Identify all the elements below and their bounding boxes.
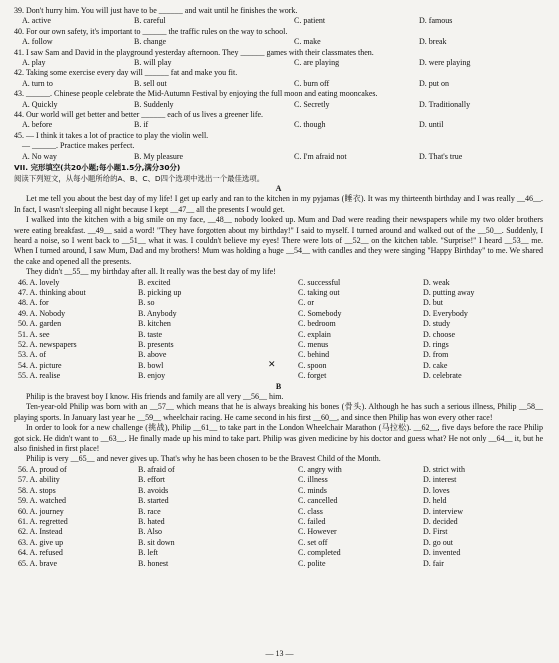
option-c[interactable]: C. burn off (294, 78, 330, 88)
option-c[interactable]: C. or (298, 298, 314, 308)
option-d[interactable]: D. celebrate (423, 371, 462, 381)
option-a[interactable]: 49. A. Nobody (18, 308, 66, 318)
option-row (18, 371, 543, 381)
option-a[interactable]: 63. A. give up (18, 537, 64, 547)
passage-a-paragraph: They didn't __55__ my birthday after all. It really was the best day of my life! (26, 267, 276, 277)
option-a[interactable]: 60. A. journey (18, 506, 64, 516)
passage-a-paragraph: I walked into the kitchen with a big smile on my face, __48__ nobody looked up. Mum and Dad were reading their newspapers while my two older brothers were eating breakfast. __49__ said a word! "They have forgotten about my birthday!" I said to myself. I turned around and walked out of the __50__. Suddenly, I heard a noise, so I went back to __51__ what it was. I couldn't believe my eyes! There were lots of __52__ on the kitchen table. "Surprise!" I heard __53__ me. When I turned around, I saw Mum, Dad and my brothers! Mum was holding a huge __54__ with candles and they were singing "Happy Birthday" to me. We shared the cake and opened all the presents. (14, 215, 543, 266)
option-row (14, 100, 543, 110)
option-c[interactable]: C. I'm afraid not (294, 151, 347, 161)
option-b[interactable]: B. enjoy (138, 371, 166, 381)
option-d[interactable]: D. cake (423, 360, 448, 370)
option-row (18, 350, 543, 360)
option-a[interactable]: A. before (22, 120, 53, 130)
option-b[interactable]: B. Also (138, 527, 163, 537)
option-a[interactable]: 48. A. for (18, 298, 49, 308)
option-a[interactable]: A. follow (22, 37, 53, 47)
option-row (18, 517, 543, 527)
option-d[interactable]: D. rings (423, 340, 449, 349)
option-d[interactable]: D. but (423, 298, 443, 308)
option-c[interactable]: C. make (294, 37, 321, 47)
option-b[interactable]: B. bowl (138, 360, 164, 370)
option-c[interactable]: C. completed (298, 548, 341, 558)
option-row (18, 527, 543, 537)
option-b[interactable]: B. will play (134, 58, 172, 68)
question-stem: 42. Taking some exercise every day will ______ fat and make you fit. (14, 68, 238, 78)
option-c[interactable]: C. failed (298, 516, 326, 526)
option-c[interactable]: C. are playing (294, 58, 340, 68)
option-d[interactable]: D. were playing (419, 58, 471, 68)
option-d[interactable]: D. First (423, 527, 448, 537)
option-d[interactable]: D. held (423, 496, 447, 506)
single-choice-section (14, 6, 543, 162)
option-c[interactable]: C. cancelled (298, 496, 338, 506)
option-row (18, 538, 543, 548)
option-row (14, 120, 543, 130)
option-b[interactable]: B. Suddenly (134, 99, 174, 109)
option-row (14, 79, 543, 89)
option-c[interactable]: C. However (298, 527, 337, 537)
option-row (18, 309, 543, 319)
passage-b-label: B (275, 381, 282, 391)
option-a[interactable]: A. Quickly (22, 99, 58, 109)
option-b[interactable]: B. excited (138, 277, 171, 287)
option-b[interactable]: B. avoids (138, 485, 169, 495)
option-c[interactable]: C. Secretly (294, 99, 330, 109)
passage-b-paragraph: Philip is the bravest boy I know. His friends and family are all very __56__ him. (26, 392, 284, 402)
option-a[interactable]: 50. A. garden (18, 319, 62, 329)
option-d[interactable]: D. from (423, 350, 449, 360)
option-b[interactable]: B. effort (138, 475, 165, 485)
option-a[interactable]: 56. A. proud of (18, 464, 67, 474)
section-title: VII. 完形填空(共20小题;每小题1.5分,满分30分) (14, 163, 181, 173)
option-a[interactable]: 59. A. watched (18, 496, 66, 506)
passage-a-paragraph: Let me tell you about the best day of my life! I get up early and ran to the kitchen in my pyjamas (睡衣). It was my thirteenth birthday and I was really __46__. In fact, I wasn't sleeping all night because I kept __47__ all the presents I would get. (14, 194, 543, 214)
option-d[interactable]: D. Traditionally (419, 99, 471, 109)
option-row (18, 340, 543, 350)
option-row (18, 548, 543, 558)
passage-a-label: A (275, 183, 282, 193)
option-d[interactable]: D. weak (423, 277, 450, 287)
question-stem: 45. — I think it takes a lot of practice to play the violin well. (14, 130, 209, 140)
option-row (14, 16, 543, 26)
option-b[interactable]: B. left (138, 548, 158, 558)
option-row (18, 507, 543, 517)
option-c[interactable]: C. menus (298, 340, 329, 349)
option-c[interactable]: C. successful (298, 277, 341, 287)
option-a[interactable]: A. play (22, 58, 46, 68)
option-b[interactable]: B. presents (138, 340, 174, 349)
passage-a-options (14, 278, 543, 382)
option-row (18, 288, 543, 298)
option-a[interactable]: 58. A. stops (18, 485, 56, 495)
option-c[interactable]: C. behind (298, 350, 330, 360)
option-d[interactable]: D. fair (423, 558, 444, 568)
passage-b-paragraph: In order to look for a new challenge (挑战), Philip __61__ to take part in the London Wheelchair Marathon (马拉松). __62__, five days before the race Philip got sick. He didn't want to __63__. He finally made up his mind to take part. Philip was given medicine by his doctor and guess what? He not only __64__ it, but he also finished in first place! (14, 423, 543, 454)
option-d[interactable]: D. putting away (423, 287, 475, 297)
option-b[interactable]: B. change (134, 37, 166, 47)
question-stem: 44. Our world will get better and better ______ each of us lives a greener life. (14, 110, 264, 120)
option-b[interactable]: B. picking up (138, 287, 182, 297)
option-b[interactable]: B. race (138, 506, 161, 516)
option-row (18, 496, 543, 506)
question-stem: 40. For our own safety, it's important to ______ the traffic rules on the way to school. (14, 26, 288, 36)
option-d[interactable]: D. strict with (423, 464, 465, 474)
option-b[interactable]: B. taste (138, 329, 162, 339)
option-d[interactable]: D. That's true (419, 151, 463, 161)
option-c[interactable]: C. bedroom (298, 319, 336, 329)
question-stem: 39. Don't hurry him. You will just have to be ______ and wait until he finishes the work. (14, 6, 298, 15)
option-b[interactable]: B. above (138, 350, 167, 360)
option-a[interactable]: A. turn to (22, 78, 53, 88)
option-a[interactable]: 52. A. newspapers (18, 340, 77, 349)
option-a[interactable]: 46. A. lovely (18, 277, 60, 287)
option-row (14, 152, 543, 162)
option-a[interactable]: 64. A. refused (18, 548, 63, 558)
option-c[interactable]: C. forget (298, 371, 327, 381)
option-a[interactable]: 47. A. thinking about (18, 287, 86, 297)
option-d[interactable]: D. choose (423, 329, 455, 339)
option-c[interactable]: C. minds (298, 485, 327, 495)
option-row (14, 37, 543, 47)
option-b[interactable]: B. so (138, 298, 155, 308)
passage-b-paragraph: Philip is very __65__ and never gives up. That's why he has been chosen to be the Bravest Child of the Month. (26, 454, 381, 464)
option-row (18, 486, 543, 496)
option-b[interactable]: B. My pleasure (134, 151, 184, 161)
option-a[interactable]: 53. A. of (18, 350, 46, 360)
option-c[interactable]: C. spoon (298, 360, 327, 370)
question-stem: 43. ______. Chinese people celebrate the Mid-Autumn Festival by enjoying the full moon and eating mooncakes. (14, 89, 378, 99)
option-row (14, 58, 543, 68)
option-d[interactable]: D. Everybody (423, 308, 468, 318)
option-b[interactable]: B. hated (138, 516, 165, 526)
question-stem: 41. I saw Sam and David in the playground yesterday afternoon. They ______ games with their classmates then. (14, 47, 374, 57)
option-d[interactable]: D. loves (423, 485, 450, 495)
option-d[interactable]: D. put on (419, 78, 449, 88)
option-d[interactable]: D. invented (423, 548, 461, 558)
option-c[interactable]: C. though (294, 120, 326, 130)
option-a[interactable]: 65. A. brave (18, 558, 58, 568)
option-b[interactable]: B. started (138, 496, 169, 506)
option-a[interactable]: 54. A. picture (18, 360, 62, 370)
option-d[interactable]: D. interest (423, 475, 457, 485)
option-b[interactable]: B. careful (134, 16, 166, 26)
option-row (18, 559, 543, 569)
option-b[interactable]: B. afraid of (138, 464, 175, 474)
option-row (18, 319, 543, 329)
option-b[interactable]: B. Anybody (138, 308, 177, 318)
question-stem-reply: — ______. Practice makes perfect. (22, 141, 135, 151)
option-row (18, 465, 543, 475)
option-d[interactable]: D. decided (423, 516, 458, 526)
option-d[interactable]: D. break (419, 37, 447, 47)
option-c[interactable]: C. illness (298, 475, 328, 485)
option-b[interactable]: B. kitchen (138, 319, 171, 329)
option-c[interactable]: C. explain (298, 329, 331, 339)
page-number: — 13 — (265, 648, 294, 658)
option-a[interactable]: A. No way (22, 151, 57, 161)
option-a[interactable]: A. active (22, 16, 51, 26)
option-a[interactable]: 62. A. Instead (18, 527, 63, 537)
option-b[interactable]: B. if (134, 120, 149, 130)
option-c[interactable]: C. polite (298, 558, 326, 568)
option-d[interactable]: D. famous (419, 16, 453, 26)
passage-b-paragraph: Ten-year-old Philip was born with an __57__ which means that he is always breaking his bones (骨头). Although he has such a serious illness, Philip __58__ playing sports. In January last year he __59__ wheelchair racing. He came second in his first __60__, and since then Philip has won every other race! (14, 402, 543, 422)
option-c[interactable]: C. taking out (298, 287, 340, 297)
option-c[interactable]: C. Somebody (298, 308, 342, 318)
option-b[interactable]: B. honest (138, 558, 169, 568)
option-a[interactable]: 57. A. ability (18, 475, 60, 485)
option-row (18, 330, 543, 340)
cross-mark-icon: ✕ (268, 360, 276, 370)
option-a[interactable]: 51. A. see (18, 329, 50, 339)
option-c[interactable]: C. class (298, 506, 323, 516)
option-c[interactable]: C. set off (298, 537, 328, 547)
option-d[interactable]: D. study (423, 319, 451, 329)
option-d[interactable]: D. until (419, 120, 444, 130)
option-row (18, 298, 543, 308)
option-row (18, 361, 543, 371)
section-instruction: 阅读下列短文，从每小题所给的A、B、C、D四个选项中选出一个最佳选项。 (14, 173, 265, 183)
option-row (18, 475, 543, 485)
option-a[interactable]: 61. A. regretted (18, 516, 68, 526)
option-c[interactable]: C. angry with (298, 464, 342, 474)
option-c[interactable]: C. patient (294, 16, 326, 26)
option-b[interactable]: B. sit down (138, 537, 175, 547)
option-row (18, 278, 543, 288)
option-b[interactable]: B. sell out (134, 78, 167, 88)
option-a[interactable]: 55. A. realise (18, 371, 61, 381)
option-d[interactable]: D. go out (423, 537, 453, 547)
passage-b-options (14, 465, 543, 569)
option-d[interactable]: D. interview (423, 506, 463, 516)
